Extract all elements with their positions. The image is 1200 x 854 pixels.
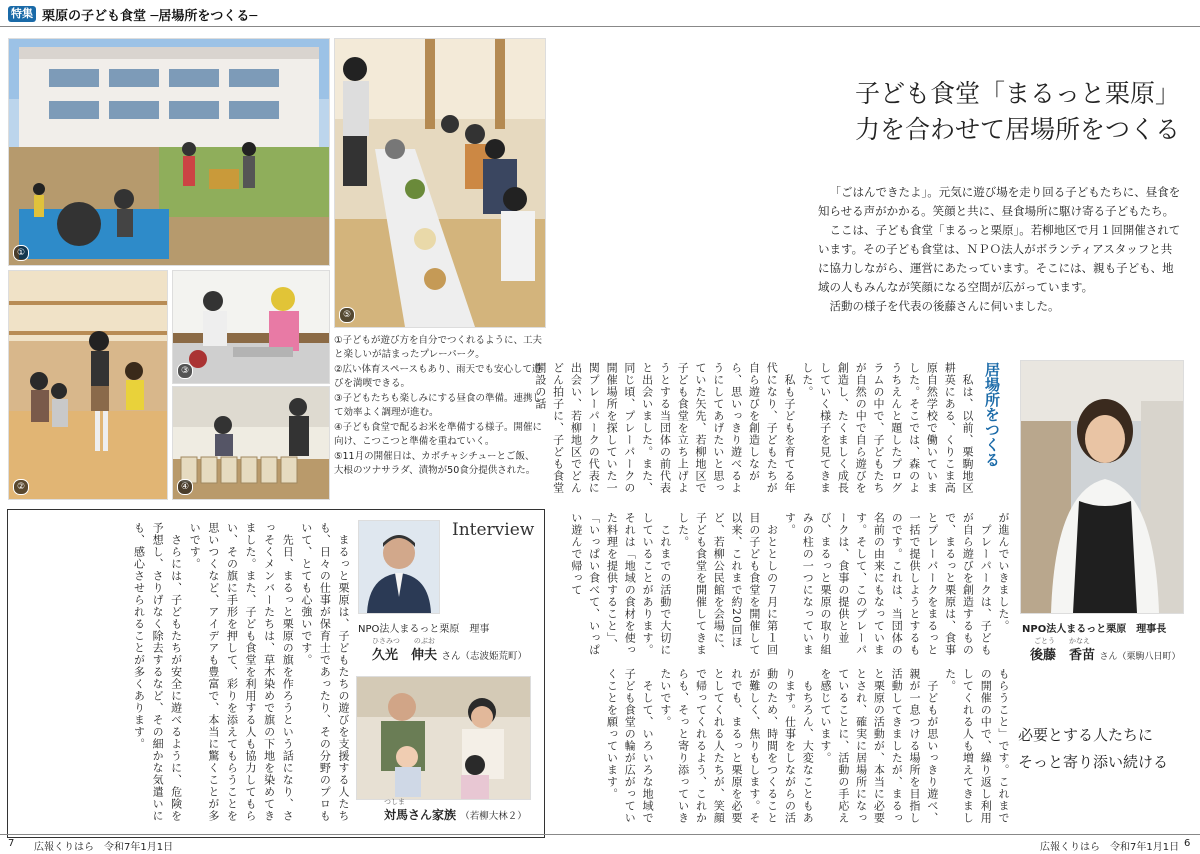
caption-1: ①子どもが遊び方を自分でつくれるように、工夫と楽しいが詰まったプレーパーク。 — [334, 335, 543, 360]
section-heading: 居場所をつくる — [983, 362, 1001, 467]
caption-5: ⑤11月の開催日は、カボチャシチューとご飯、大根のツナサラダ、漬物が50食分提供された。 — [334, 451, 536, 476]
right-page-number: 6 — [1184, 838, 1191, 849]
photo-number: ③ — [177, 363, 193, 379]
person2-name-text: 対馬さん家族 — [384, 808, 457, 822]
feature-title-line1: 子ども食堂「まるっと栗原」 — [854, 79, 1180, 108]
lead-text — [818, 183, 1183, 316]
lead-paragraph-3: 活動の様子を代表の後藤さんに伺いました。 — [829, 299, 1060, 313]
photo-tsushima-family — [356, 676, 531, 800]
photo-number: ① — [13, 245, 29, 261]
pull-quote — [1018, 722, 1188, 776]
person2-name — [384, 806, 527, 823]
pull-quote-line1: 必要とする人たちに — [1018, 726, 1154, 744]
body-column-c: もらうこと」です。これまでの開催の中で、繰り返し利用してくれる人も増えてきました。 子どもが思いっきり遊べ、親が一息つける場所を目指し活動してきましたが、まるっと栗原の活動が、本当に必要とされ、確実に居場所になっていることに、活動の手応えを感じています。 もちろん、大変なこともあります。仕事をしながらの活動のため、時間をつくることが難しく、焦りもします。それでも、まるっと栗原を必要としてくれる人たちが、笑顔で帰ってくれるよう、これからも、そっと寄り添っていきたいです。 そして、いろいろな地域で子ども食堂の輪が広がっていくことを願っています。 — [605, 668, 1010, 824]
photo-captions — [334, 334, 544, 479]
person2-ruby: つしま — [384, 798, 405, 806]
chief-role: NPO法人まるっと栗原 理事長 — [1022, 624, 1167, 635]
lead-paragraph-1: 「ごはんできたよ」。元気に遊び場を走り回る子どもたちに、昼食を知らせる声がかかる。笑顔と共に、昼食場所に駆け寄る子どもたち。 — [818, 185, 1181, 218]
photo-prepark — [8, 38, 330, 266]
interview-text-left: まるっと栗原は、子どもたちの遊びを支援する人たちも、日々の仕事が保育士であったり、その分野のプロもいて、とても心強いです。 先日、まるっと栗原の旗を作ろうという話になり、さっそくメンバーたちは、草木染めで旗の下地を染めてきました。また、子ども食堂を利用する人も協力してもらい、その旗に手形を押して、彩りを添えてもらうことを思いつくなど、アイデアも豊富で、本当に驚くことが多いです。 さらには、子どもたちが安全に遊べるように、危険を予想し、さりげなく除去するなど、その細かな気遣いにも、感心させられることが多くあります。 — [132, 522, 350, 822]
caption-2: ②広い体育スペースもあり、雨天でも安心して遊びを満喫できる。 — [334, 364, 542, 389]
photo-gym — [8, 270, 168, 500]
person2-suffix: （若柳大林２） — [460, 811, 527, 822]
photo-hisamitsu — [358, 520, 440, 614]
photo-rice-prep — [172, 386, 330, 500]
caption-3: ③子どもたちも楽しみにする昼食の準備。連携して効率よく調理が進む。 — [334, 393, 543, 418]
right-publication: 広報くりはら 令和7年1月1日 — [1040, 842, 1180, 853]
chief-name-text: 後藤 香苗 — [1030, 648, 1096, 663]
feature-badge: 特集 — [8, 6, 36, 22]
photo-number: ② — [13, 479, 29, 495]
photo-food-serving — [334, 38, 546, 328]
lead-paragraph-2: ここは、子ども食堂「まるっと栗原」。若柳地区で月１回開催されています。その子ども食堂は、ＮＰＯ法人がボランティアスタッフと共に協力しながら、運営にあたっています。そこには、親も子ども、地域の人もみんなが笑顔になる空間が広がっています。 — [818, 223, 1181, 294]
photo-cooking — [172, 270, 330, 384]
body-column-a: 私は、以前、栗駒地区耕英にある、くりこま高原自然学校で働いていました。そこでは、森のようちえんと題したプログラムの中で、子どもたちが自然の中で自ら遊びを創造し、たくましく成長していく様子を見てきました。 私も子どもを育てる年代になり、子どもたちが自ら遊びを創造しながら、思いっきり遊べるようにしてあげたいと思っていた矢先、若柳地区で子ども食堂を立ち上げようとする当団体の前代表と出会いました。また、同じ頃、プレーパークの開催場所を探していた一関プレーパークの代表に出会い、若柳地区でどんどん拍子に、子ども食堂開設の話 — [533, 362, 974, 494]
chief-ruby: ごとう かなえ — [1034, 637, 1090, 645]
photo-goto — [1020, 360, 1184, 614]
header-title: 栗原の子ども食堂 ─居場所をつくる─ — [42, 9, 258, 24]
interview-label: Interview — [452, 520, 535, 540]
pull-quote-line2: そっと寄り添い続ける — [1018, 753, 1169, 771]
left-publication: 広報くりはら 令和7年1月1日 — [34, 842, 174, 853]
feature-title-line2: 力を合わせて居場所をつくる — [854, 115, 1180, 144]
person1-ruby: ひさみつ のぶお — [372, 637, 435, 645]
photo-number: ④ — [177, 479, 193, 495]
body-column-b: が進んでいきました。 プレーパークは、子どもが自ら遊びを創造するもので、まるっと栗原は、食事とプレーパークをまるっと一括で提供しようとするものです。これは、当団体の名前の由来にもなっています。そして、このプレーパークは、食事の提供と並び、まるっと栗原の取り組みの柱の一つになっています。 おととしの７月に第１回目の子ども食堂を開催して以来、これまで約20回ほど、若柳公民館を会場に、子ども食堂を開催してきました。 これまでの活動で大切にしていることがあります。それは「地域の食材を使った料理を提供すること」、「いっぱい食べて、いっぱい遊んで帰って — [569, 512, 1010, 656]
chief-name — [1030, 644, 1181, 663]
person1-suffix: さん（志波姫荒町） — [441, 651, 528, 662]
chief-suffix: さん（栗駒八日町） — [1099, 652, 1181, 662]
footer-rule — [0, 834, 1200, 835]
person1-name — [372, 644, 527, 663]
left-page-number: 7 — [8, 838, 15, 849]
caption-4: ④子ども食堂で配るお米を準備する様子。開催に向け、こつこつと準備を重ねていく。 — [334, 422, 543, 447]
person1-role: NPO法人まるっと栗原 理事 — [358, 624, 490, 635]
feature-title — [760, 76, 1180, 148]
person1-name-text: 久光 伸夫 — [372, 648, 438, 663]
photo-number: ⑤ — [339, 307, 355, 323]
